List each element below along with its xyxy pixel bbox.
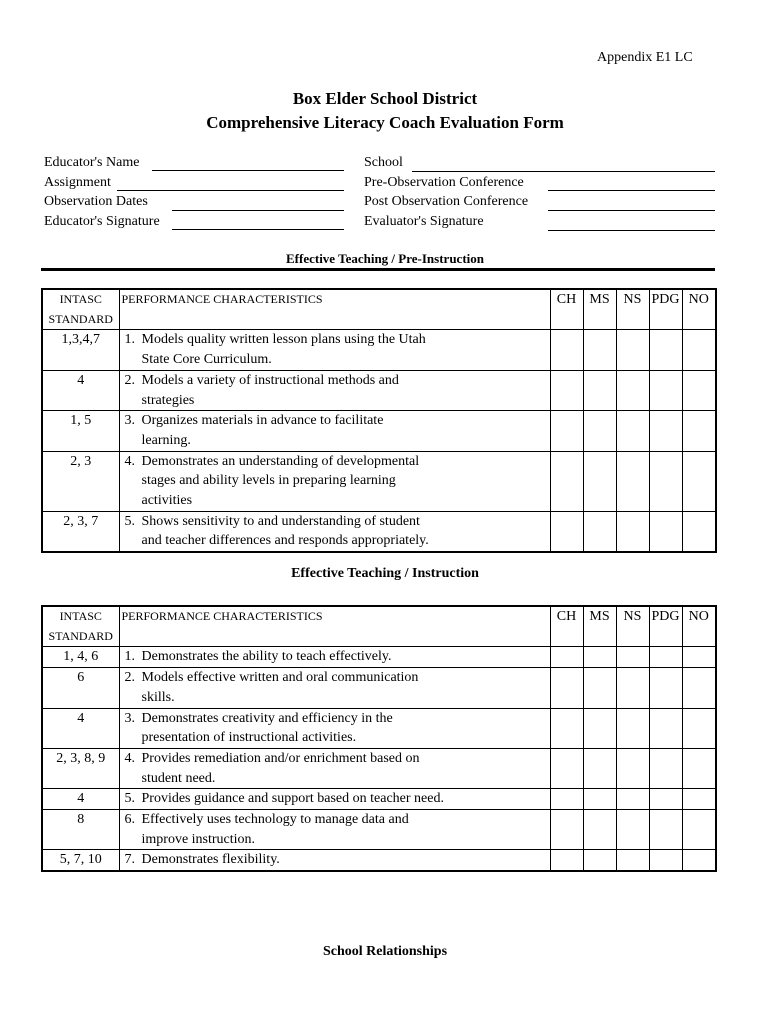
characteristic-line: [125, 810, 550, 830]
rating-cell-ch[interactable]: [550, 748, 583, 788]
item-text: Provides remediation and/or enrichment based on: [141, 750, 420, 766]
table-row: [42, 668, 716, 708]
rating-header-no: NO: [682, 289, 716, 330]
intasc-standard-cell: 1, 4, 6: [42, 647, 119, 668]
standard-label: STANDARD: [48, 628, 113, 643]
intasc-label: INTASC: [59, 292, 102, 306]
appendix-label: Appendix E1 LC: [597, 50, 693, 65]
evaluator-signature-field[interactable]: [548, 230, 715, 231]
assignment-label: Assignment: [44, 175, 111, 190]
rating-cell-ch[interactable]: [550, 850, 583, 871]
item-text-continued: student need.: [141, 770, 216, 786]
page-subtitle: Comprehensive Literacy Coach Evaluation Form: [206, 113, 564, 132]
characteristic-line: [125, 512, 550, 532]
rating-header-ns: NS: [616, 289, 649, 330]
item-text: Organizes materials in advance to facilitate: [141, 413, 384, 429]
item-number: 2.: [124, 372, 135, 388]
rating-cell-ch[interactable]: [550, 411, 583, 451]
rating-cell-ns[interactable]: [616, 451, 649, 511]
rating-cell-ch[interactable]: [550, 647, 583, 668]
instruction-table: [41, 605, 717, 872]
rating-cell-ns[interactable]: [616, 850, 649, 871]
performance-characteristic: [119, 451, 550, 511]
rating-cell-ms[interactable]: [583, 789, 616, 810]
intasc-standard-cell: 6: [42, 668, 119, 708]
rating-cell-ns[interactable]: [616, 647, 649, 668]
intasc-standard-cell: 2, 3, 7: [42, 511, 119, 552]
table-row: [42, 647, 716, 668]
item-number: 2.: [124, 670, 135, 686]
rating-cell-pdg[interactable]: [649, 451, 682, 511]
rating-cell-no[interactable]: [682, 330, 716, 370]
header-row: [42, 289, 716, 330]
section-heading-school-relationships: School Relationships: [322, 944, 448, 959]
item-number: 3.: [124, 413, 135, 429]
performance-header: PERFORMANCE CHARACTERISTICS: [119, 289, 550, 330]
item-number: 1.: [124, 649, 135, 665]
evaluator-signature-label: Evaluator's Signature: [364, 214, 484, 229]
item-number: 7.: [124, 852, 135, 868]
rating-cell-no[interactable]: [682, 647, 716, 668]
rating-cell-no[interactable]: [682, 370, 716, 410]
item-number: 5.: [124, 513, 135, 529]
educator-name-field[interactable]: [152, 170, 344, 171]
performance-characteristic: [119, 810, 550, 850]
rating-cell-ns[interactable]: [616, 708, 649, 748]
rating-cell-no[interactable]: [682, 748, 716, 788]
performance-characteristic: [119, 511, 550, 552]
intasc-standard-cell: 4: [42, 708, 119, 748]
rating-cell-ch[interactable]: [550, 810, 583, 850]
item-text-continued: presentation of instructional activities.: [141, 730, 357, 746]
rating-cell-ms[interactable]: [583, 647, 616, 668]
characteristic-line: [125, 850, 550, 870]
characteristic-line: [125, 371, 550, 391]
item-text: Models effective written and oral communication: [141, 670, 419, 686]
characteristic-line: [125, 789, 550, 809]
item-number: 4.: [124, 453, 135, 469]
item-number: 5.: [124, 791, 135, 807]
rating-header-no: NO: [682, 606, 716, 647]
characteristic-line: [125, 647, 550, 667]
rating-cell-no[interactable]: [682, 511, 716, 552]
performance-characteristic: [119, 789, 550, 810]
rating-cell-ch[interactable]: [550, 708, 583, 748]
post-observation-label: Post Observation Conference: [364, 194, 529, 209]
rating-cell-pdg[interactable]: [649, 850, 682, 871]
rating-cell-ms[interactable]: [583, 511, 616, 552]
rating-cell-ms[interactable]: [583, 668, 616, 708]
item-text-continued: and teacher differences and responds appropriately.: [141, 533, 429, 549]
intasc-standard-cell: 5, 7, 10: [42, 850, 119, 871]
item-text-continued: stages and ability levels in preparing learning: [141, 473, 396, 489]
item-text: Effectively uses technology to manage data and: [141, 812, 409, 828]
item-text: Models a variety of instructional methods and: [141, 372, 399, 388]
item-number: 1.: [124, 332, 135, 348]
section-heading-instruction: Effective Teaching / Instruction: [291, 566, 479, 581]
item-number: 4.: [124, 750, 135, 766]
rating-cell-no[interactable]: [682, 789, 716, 810]
rating-cell-no[interactable]: [682, 810, 716, 850]
rating-cell-pdg[interactable]: [649, 668, 682, 708]
table-row: [42, 850, 716, 871]
performance-characteristic: [119, 850, 550, 871]
intasc-standard-header: [42, 606, 119, 647]
intasc-standard-cell: 1,3,4,7: [42, 330, 119, 370]
intasc-standard-cell: 2, 3: [42, 451, 119, 511]
rating-cell-ns[interactable]: [616, 330, 649, 370]
table-row: [42, 451, 716, 511]
performance-header: PERFORMANCE CHARACTERISTICS: [119, 606, 550, 647]
performance-characteristic: [119, 708, 550, 748]
item-text-continued: skills.: [141, 689, 175, 705]
rating-cell-ch[interactable]: [550, 789, 583, 810]
item-text: Demonstrates flexibility.: [141, 852, 280, 868]
rating-cell-pdg[interactable]: [649, 708, 682, 748]
rating-cell-no[interactable]: [682, 708, 716, 748]
item-text: Demonstrates creativity and efficiency in the: [141, 710, 393, 726]
rating-cell-no[interactable]: [682, 850, 716, 871]
rating-cell-ch[interactable]: [550, 370, 583, 410]
rating-cell-pdg[interactable]: [649, 647, 682, 668]
table-row: [42, 748, 716, 788]
rating-header-ch: CH: [550, 606, 583, 647]
characteristic-line: [125, 452, 550, 472]
rating-cell-ms[interactable]: [583, 330, 616, 370]
characteristic-line: [125, 668, 550, 688]
rating-cell-ms[interactable]: [583, 451, 616, 511]
educator-signature-field[interactable]: [172, 229, 344, 230]
intasc-standard-cell: 1, 5: [42, 411, 119, 451]
intasc-standard-cell: 2, 3, 8, 9: [42, 748, 119, 788]
table-row: [42, 370, 716, 410]
rating-cell-no[interactable]: [682, 411, 716, 451]
intasc-standard-cell: 4: [42, 789, 119, 810]
table-row: [42, 810, 716, 850]
rating-cell-no[interactable]: [682, 451, 716, 511]
rating-cell-ms[interactable]: [583, 370, 616, 410]
rating-header-pdg: PDG: [649, 606, 682, 647]
rating-cell-ms[interactable]: [583, 850, 616, 871]
intasc-standard-cell: 8: [42, 810, 119, 850]
rating-cell-pdg[interactable]: [649, 411, 682, 451]
intasc-standard-header: [42, 289, 119, 330]
item-text-continued: strategies: [141, 392, 195, 408]
item-text: Shows sensitivity to and understanding of student: [141, 513, 420, 529]
rating-cell-ch[interactable]: [550, 511, 583, 552]
rating-cell-no[interactable]: [682, 668, 716, 708]
characteristic-line: [125, 330, 550, 350]
rating-cell-ms[interactable]: [583, 810, 616, 850]
performance-characteristic: [119, 411, 550, 451]
table-row: [42, 411, 716, 451]
performance-characteristic: [119, 668, 550, 708]
rating-cell-pdg[interactable]: [649, 748, 682, 788]
rating-cell-ns[interactable]: [616, 411, 649, 451]
rating-cell-ms[interactable]: [583, 411, 616, 451]
characteristic-line: [125, 709, 550, 729]
item-text-continued: activities: [141, 493, 193, 509]
item-text: Models quality written lesson plans using the Utah: [141, 332, 426, 348]
performance-characteristic: [119, 330, 550, 370]
item-text-continued: State Core Curriculum.: [141, 352, 272, 368]
table-row: [42, 330, 716, 370]
item-text-continued: improve instruction.: [141, 831, 256, 847]
rating-cell-ch[interactable]: [550, 330, 583, 370]
characteristic-line: [125, 749, 550, 769]
school-label: School: [364, 155, 403, 170]
rating-cell-pdg[interactable]: [649, 810, 682, 850]
educator-signature-label: Educator's Signature: [44, 214, 160, 229]
educator-name-label: Educator's Name: [44, 155, 140, 170]
rating-cell-pdg[interactable]: [649, 370, 682, 410]
rating-cell-ns[interactable]: [616, 789, 649, 810]
rating-cell-ms[interactable]: [583, 748, 616, 788]
rating-cell-ms[interactable]: [583, 708, 616, 748]
section-divider: [41, 268, 715, 271]
rating-cell-ns[interactable]: [616, 810, 649, 850]
item-text-continued: learning.: [141, 432, 191, 448]
rating-header-ch: CH: [550, 289, 583, 330]
post-observation-field[interactable]: [548, 210, 715, 211]
table-row: [42, 511, 716, 552]
rating-header-ms: MS: [583, 289, 616, 330]
rating-cell-pdg[interactable]: [649, 511, 682, 552]
rating-cell-pdg[interactable]: [649, 789, 682, 810]
rating-cell-ns[interactable]: [616, 370, 649, 410]
pre-observation-field[interactable]: [548, 190, 715, 191]
observation-dates-field[interactable]: [172, 210, 344, 211]
intasc-label: INTASC: [59, 609, 102, 623]
rating-cell-ch[interactable]: [550, 668, 583, 708]
pre-observation-label: Pre-Observation Conference: [364, 175, 524, 190]
item-number: 6.: [124, 812, 135, 828]
rating-cell-ch[interactable]: [550, 451, 583, 511]
page-title: Box Elder School District: [292, 89, 478, 108]
header-row: [42, 606, 716, 647]
rating-header-ms: MS: [583, 606, 616, 647]
performance-characteristic: [119, 647, 550, 668]
rating-header-pdg: PDG: [649, 289, 682, 330]
characteristic-line: [125, 411, 550, 431]
item-text: Demonstrates an understanding of developmental: [141, 453, 420, 469]
rating-cell-ns[interactable]: [616, 748, 649, 788]
section-heading-pre-instruction: Effective Teaching / Pre-Instruction: [286, 251, 484, 266]
performance-characteristic: [119, 370, 550, 410]
rating-cell-pdg[interactable]: [649, 330, 682, 370]
item-text: Demonstrates the ability to teach effectively.: [141, 649, 392, 665]
standard-label: STANDARD: [48, 311, 113, 326]
assignment-field[interactable]: [117, 190, 344, 191]
rating-cell-ns[interactable]: [616, 668, 649, 708]
intasc-standard-cell: 4: [42, 370, 119, 410]
performance-characteristic: [119, 748, 550, 788]
table-row: [42, 708, 716, 748]
observation-dates-label: Observation Dates: [44, 194, 148, 209]
item-number: 3.: [124, 710, 135, 726]
item-text: Provides guidance and support based on teacher need.: [141, 791, 444, 807]
table-row: [42, 789, 716, 810]
school-field[interactable]: [412, 171, 715, 172]
pre-instruction-table: [41, 288, 717, 553]
rating-header-ns: NS: [616, 606, 649, 647]
rating-cell-ns[interactable]: [616, 511, 649, 552]
